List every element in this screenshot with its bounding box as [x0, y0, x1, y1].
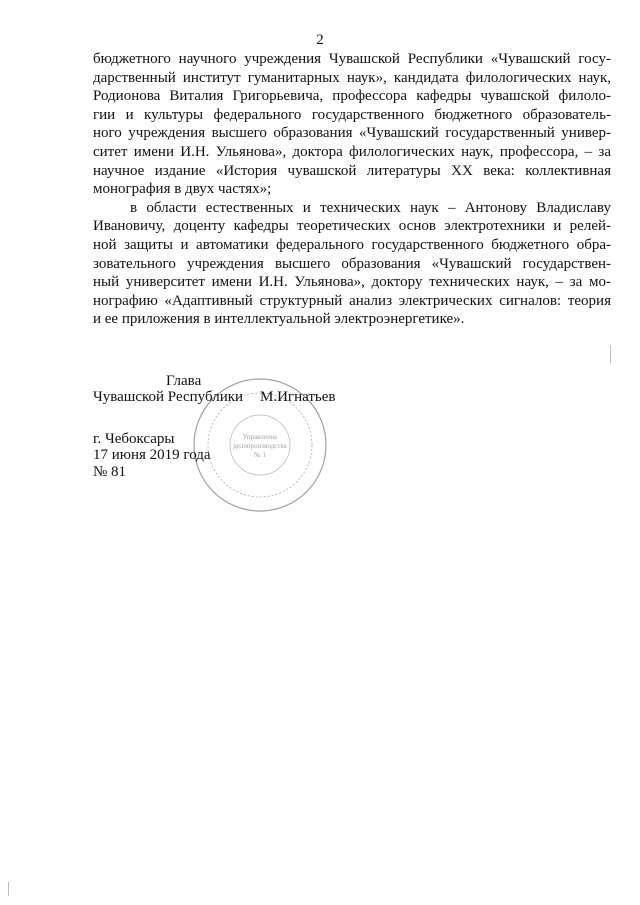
document-date: 17 июня 2019 года — [93, 447, 211, 463]
text-line: и ее приложения в интеллектуальной электроэнергетике». — [93, 311, 465, 328]
text-line: нографию «Адаптивный структурный анализ электрических сигналов: теория — [93, 292, 611, 309]
document-number: № 81 — [93, 464, 127, 480]
text-line: ный университет имени И.Н. Ульянова», доктору технических наук, – за мо- — [93, 274, 611, 291]
text-line: Родионова Виталия Григорьевича, профессора кафедры чувашской филоло- — [93, 88, 611, 105]
svg-text:делопроизводства: делопроизводства — [233, 442, 287, 450]
text-line: ного учреждения высшего образования «Чувашский государственный универ- — [93, 125, 611, 142]
text-line: Ивановичу, доценту кафедры теоретических основ электротехники и релей- — [93, 218, 611, 235]
svg-text:№ 1: № 1 — [254, 451, 266, 459]
text-line: научное издание «История чувашской литературы XX века: коллективная — [93, 162, 611, 179]
paragraph-2 — [93, 199, 611, 329]
text-line: зовательного учреждения высшего образования «Чувашский государствен- — [93, 255, 611, 272]
scan-artifact — [610, 345, 611, 363]
signature-title: Глава — [166, 373, 202, 389]
document-place: г. Чебоксары — [93, 431, 175, 447]
text-line: ной защиты и автоматики федерального государственного бюджетного обра- — [93, 236, 611, 253]
signature-org: Чувашской Республики — [93, 389, 244, 405]
text-line: бюджетного научного учреждения Чувашской Республики «Чувашский госу- — [93, 51, 611, 67]
text-line: ситет имени И.Н. Ульянова», доктора филологических наук, профессора, – за — [93, 143, 611, 160]
signature-name: М.Игнатьев — [260, 389, 336, 405]
signature-line — [93, 389, 355, 406]
page-number: 2 — [316, 32, 324, 48]
text-line: дарственный институт гуманитарных наук», кандидата филологических наук, — [93, 69, 611, 86]
paragraph-1 — [93, 50, 611, 199]
scan-artifact — [8, 882, 9, 896]
text-line: гии и культуры федерального государственного бюджетного образователь- — [93, 106, 611, 123]
seal-text: Управление — [242, 433, 278, 441]
text-line: монография в двух частях»; — [93, 181, 272, 198]
document-body — [93, 50, 611, 329]
text-line: в области естественных и технических наук – Антонову Владиславу — [130, 199, 611, 216]
